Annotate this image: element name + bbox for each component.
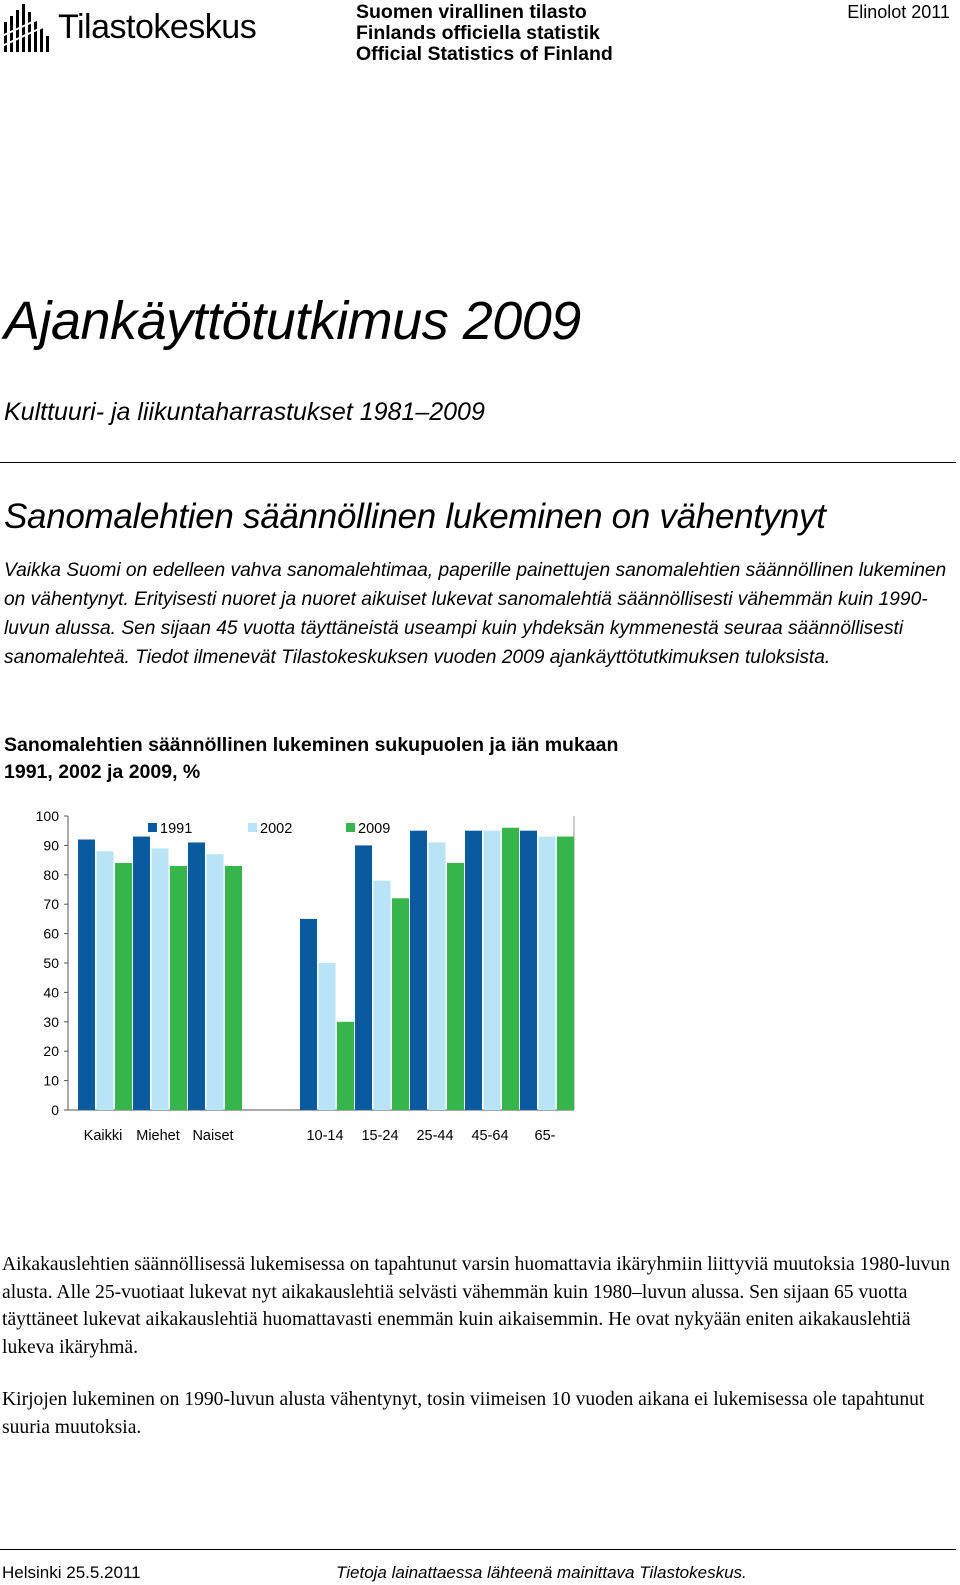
- bar-1991-25-44: [410, 831, 427, 1110]
- legend: [148, 821, 390, 837]
- bar-2002-65-: [539, 837, 556, 1110]
- y-tick-label: 20: [43, 1043, 59, 1060]
- bar-1991-10-14: [300, 919, 317, 1110]
- bar-2002-Naiset: [207, 854, 224, 1110]
- legend-swatch-1991: [148, 823, 157, 832]
- divider: [0, 462, 956, 463]
- y-tick-label: 90: [43, 837, 59, 854]
- x-tick-label: 10-14: [306, 1128, 344, 1144]
- bar-2002-25-44: [429, 842, 446, 1110]
- official-statistics-block: [356, 2, 613, 65]
- bar-1991-Miehet: [133, 837, 150, 1110]
- legend-label-1991: 1991: [160, 821, 193, 837]
- bar-1991-45-64: [465, 831, 482, 1110]
- bar-2002-Kaikki: [97, 851, 114, 1110]
- bar-1991-15-24: [355, 845, 372, 1110]
- x-tick-label: Kaikki: [83, 1128, 123, 1144]
- bar-2009-25-44: [447, 863, 464, 1110]
- x-axis-labels: [84, 1128, 556, 1144]
- chart-heading-line-1: Sanomalehtien säännöllinen lukeminen sukupuolen ja iän mukaan: [4, 734, 619, 756]
- y-tick-label: 10: [43, 1072, 59, 1089]
- x-tick-label: Naiset: [192, 1128, 234, 1144]
- y-tick-label: 60: [43, 925, 59, 942]
- x-tick-label: 15-24: [361, 1128, 399, 1144]
- logo-text: Tilastokeskus: [58, 8, 257, 46]
- y-axis: [36, 808, 68, 1118]
- official-line-sv: Finlands officiella statistik: [356, 22, 600, 44]
- chart-heading-line-2: 1991, 2002 ja 2009, %: [4, 761, 201, 783]
- bar-2009-Naiset: [225, 866, 242, 1110]
- x-tick-label: Miehet: [136, 1128, 180, 1144]
- x-tick-label: 45-64: [471, 1128, 509, 1144]
- bar-2002-15-24: [374, 881, 391, 1110]
- y-tick-label: 70: [43, 896, 59, 913]
- bar-2002-45-64: [484, 831, 501, 1110]
- tilastokeskus-logo-icon: [2, 2, 54, 54]
- bar-2009-15-24: [392, 898, 409, 1110]
- section-heading: Sanomalehtien säännöllinen lukeminen on vähentynyt: [4, 497, 826, 536]
- series-name: Elinolot 2011: [847, 2, 950, 22]
- footer-divider: [0, 1549, 956, 1550]
- bar-2009-65-: [557, 837, 574, 1110]
- bar-2002-10-14: [319, 963, 336, 1110]
- x-tick-label: 65-: [534, 1128, 556, 1144]
- body-paragraph-2: Kirjojen lukeminen on 1990-luvun alusta vähentynyt, tosin viimeisen 10 vuoden aikana ei lukemisessa ole tapahtunut suuria muutoksia.: [2, 1389, 925, 1438]
- bar-1991-Kaikki: [78, 840, 95, 1110]
- lead-paragraph: Vaikka Suomi on edelleen vahva sanomalehtimaa, paperille painettujen sanomalehtien säännöllinen lukeminen on vähentynyt. Erityisesti nuoret ja nuoret aikuiset lukevat sanomalehtiä säännöllisesti vähemmän kuin 1990-luvun alussa. Sen sijaan 45 vuotta täyttäneistä useampi kuin yhdeksän kymmenestä seuraa säännöllisesti sanomalehteä. Tiedot ilmenevät Tilastokeskuksen vuoden 2009 ajankäyttötutkimuksen tuloksista.: [4, 560, 947, 668]
- y-tick-label: 50: [43, 955, 59, 971]
- y-tick-label: 40: [43, 984, 59, 1001]
- bar-2009-Kaikki: [115, 863, 132, 1110]
- x-tick-label: 25-44: [416, 1128, 454, 1144]
- bar-2002-Miehet: [152, 848, 169, 1110]
- legend-label-2002: 2002: [260, 821, 293, 837]
- y-tick-label: 80: [43, 866, 59, 883]
- y-tick-label: 100: [35, 808, 59, 824]
- official-line-en: Official Statistics of Finland: [356, 43, 613, 65]
- bar-2009-45-64: [502, 828, 519, 1110]
- legend-label-2009: 2009: [358, 821, 391, 837]
- body-paragraph-1: Aikakauslehtien säännöllisessä lukemisessa on tapahtunut varsin huomattavia ikäryhmiin liittyviä muutoksia 1980-luvun alusta. Alle 25-vuotiaat lukevat nyt aikakauslehtiä selvästi vähemmän kuin 1980–luvun alussa. Sen sijaan 65 vuotta täyttäneet lukevat aikakauslehtiä huomattavasti enemmän kuin aikaisemmin. He ovat nykyään eniten aikakauslehtiä lukeva ikäryhmä.: [2, 1254, 950, 1358]
- y-tick-label: 30: [43, 1013, 59, 1030]
- footer-date: Helsinki 25.5.2011: [2, 1563, 141, 1582]
- page-subtitle: Kulttuuri- ja liikuntaharrastukset 1981–2009: [4, 398, 485, 426]
- official-line-fi: Suomen virallinen tilasto: [356, 1, 587, 23]
- bar-chart: [0, 800, 600, 1150]
- bar-1991-Naiset: [188, 842, 205, 1110]
- y-tick-label: 0: [51, 1102, 59, 1118]
- chart-heading: [4, 732, 904, 786]
- bar-group: [78, 828, 574, 1110]
- page-title: Ajankäyttötutkimus 2009: [4, 291, 581, 351]
- bar-2009-Miehet: [170, 866, 187, 1110]
- legend-swatch-2009: [346, 823, 355, 832]
- footer-citation: Tietoja lainattaessa lähteenä mainittava Tilastokeskus.: [336, 1563, 747, 1582]
- legend-swatch-2002: [248, 823, 257, 832]
- bar-2009-10-14: [337, 1022, 354, 1110]
- bar-1991-65-: [520, 831, 537, 1110]
